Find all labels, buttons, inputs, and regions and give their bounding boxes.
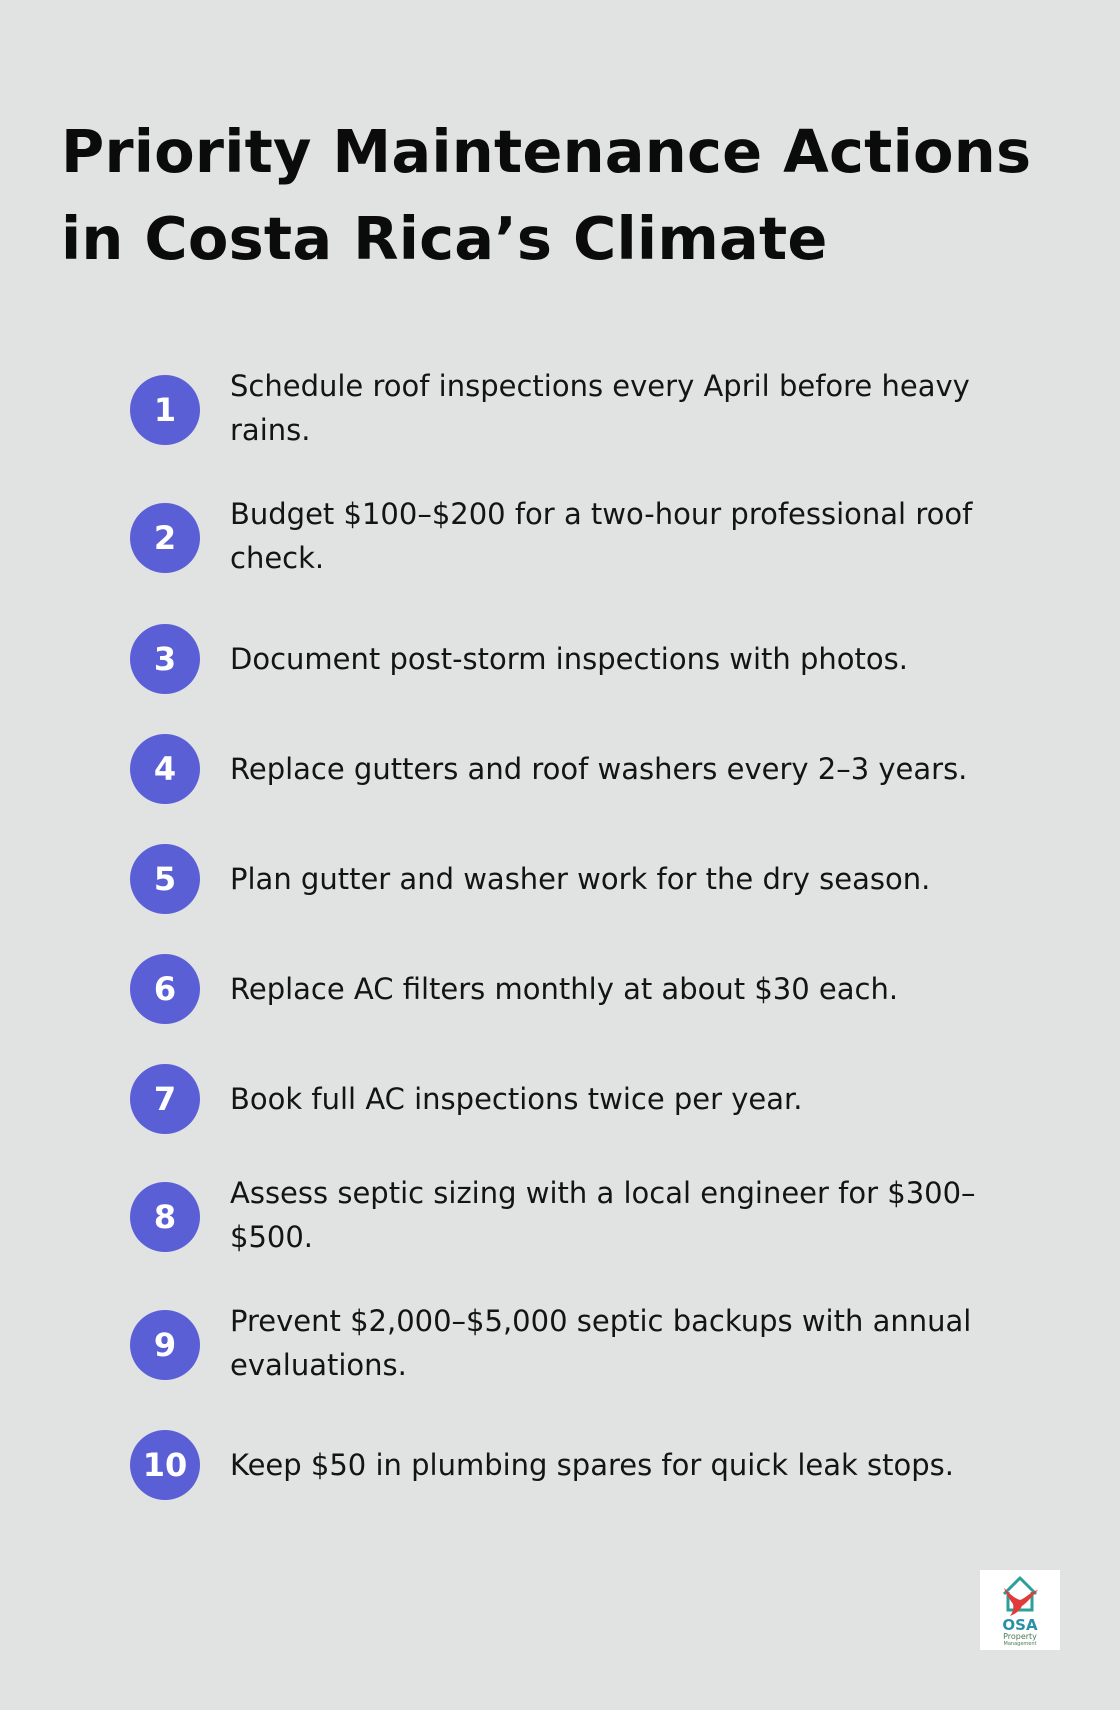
logo-line-1: Property (1003, 1632, 1037, 1641)
step-text (230, 1443, 1010, 1487)
step-text (230, 1299, 1010, 1387)
step-text (230, 747, 1010, 791)
step-text (230, 492, 1010, 580)
step-number-badge: 7 (130, 1064, 200, 1134)
company-logo (980, 1570, 1060, 1650)
step-number-badge: 3 (130, 624, 200, 694)
step-number-badge: 8 (130, 1182, 200, 1252)
step-text-line: Document post-storm inspections with photos. (230, 642, 908, 676)
step-text-line: Keep $50 in plumbing spares for quick leak stops. (230, 1448, 954, 1482)
step-text-line: Replace gutters and roof washers every 2–3 years. (230, 752, 968, 786)
logo-name: OSA (1002, 1616, 1038, 1634)
step-text-line: check. (230, 541, 325, 575)
step-text (230, 857, 1010, 901)
step-number-badge: 9 (130, 1310, 200, 1380)
title-line-1: Priority Maintenance Actions (61, 117, 1032, 186)
step-text-line: evaluations. (230, 1348, 407, 1382)
step-text-line: Assess septic sizing with a local engineer for $300– (230, 1176, 976, 1210)
title-line-2: in Costa Rica’s Climate (61, 204, 828, 273)
logo-line-2: Management (1003, 1641, 1037, 1647)
step-number-badge: 5 (130, 844, 200, 914)
step-text (230, 967, 1010, 1011)
step-text-line: Prevent $2,000–$5,000 septic backups with annual (230, 1304, 972, 1338)
step-text-line: Plan gutter and washer work for the dry season. (230, 862, 931, 896)
step-text-line: rains. (230, 413, 311, 447)
step-number-badge: 1 (130, 375, 200, 445)
step-text (230, 637, 1010, 681)
step-text-line: Replace AC filters monthly at about $30 each. (230, 972, 899, 1006)
step-number-badge: 2 (130, 503, 200, 573)
step-number-badge: 10 (130, 1430, 200, 1500)
step-text (230, 1171, 1010, 1259)
step-text-line: Schedule roof inspections every April before heavy (230, 369, 970, 403)
house-bird-icon (980, 1570, 1060, 1620)
step-number-badge: 6 (130, 954, 200, 1024)
step-text (230, 364, 1010, 452)
step-text-line: Budget $100–$200 for a two-hour professional roof (230, 497, 973, 531)
step-text-line: $500. (230, 1220, 314, 1254)
step-text (230, 1077, 1010, 1121)
step-number-badge: 4 (130, 734, 200, 804)
step-text-line: Book full AC inspections twice per year. (230, 1082, 803, 1116)
